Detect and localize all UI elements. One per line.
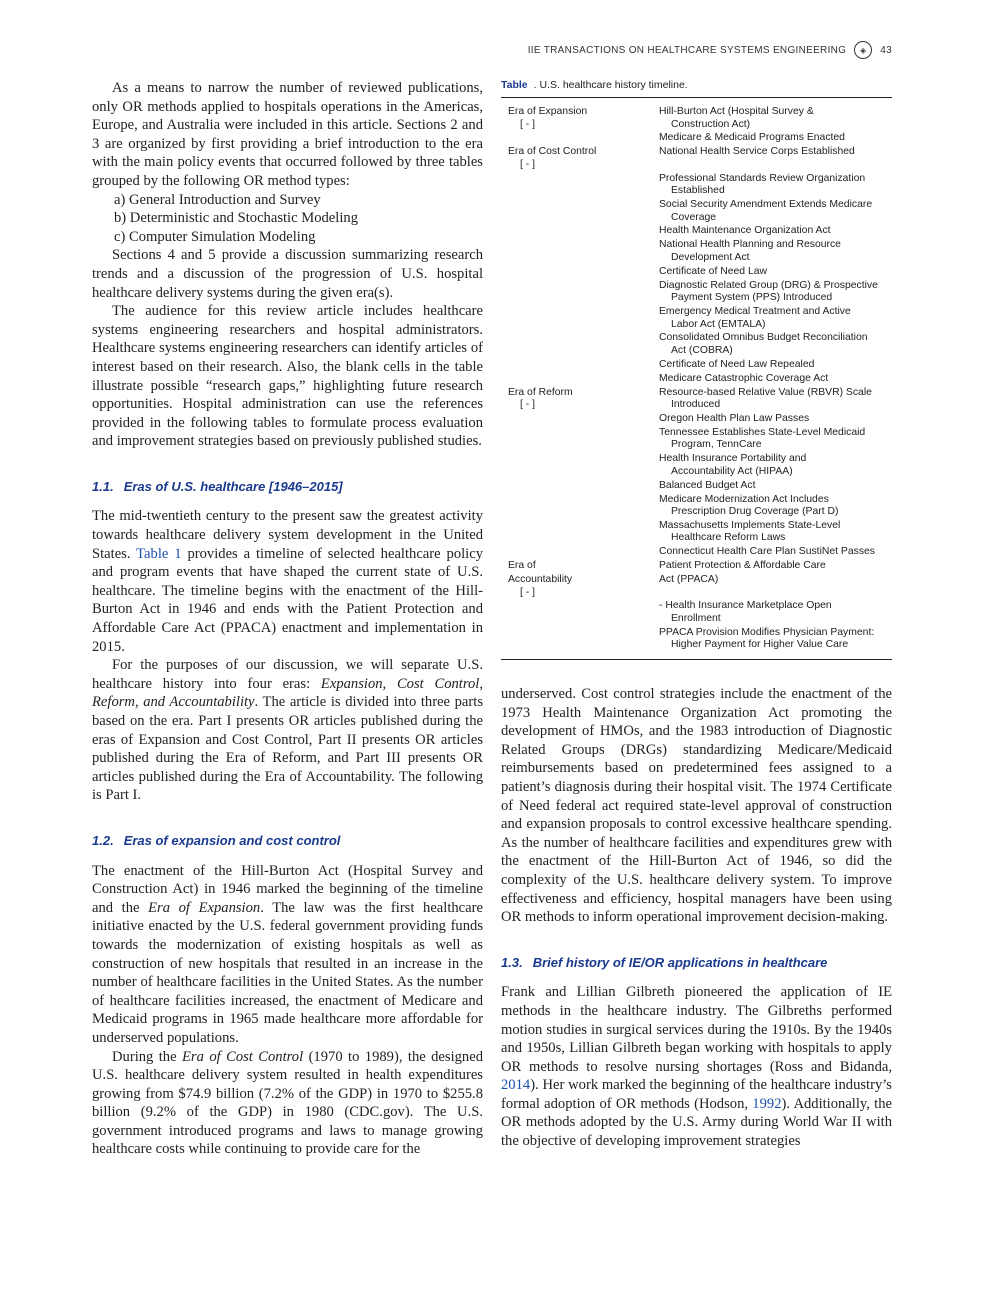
section-heading-1-2 xyxy=(92,832,483,851)
paragraph: The audience for this review article includes healthcare systems engineering researchers and hospital administrators. Healthcare systems engineering researchers can identify articles of interest based on their research. Also, the blank cells in the table illustrate possible “research gaps,” highlighting future research opportunities. Hospital administration can use the references provided in the following tables to formulate process evaluation and improvement strategies based on previously published studies. xyxy=(92,303,483,450)
table-row xyxy=(501,373,892,386)
event-cell xyxy=(659,387,892,412)
era-cell xyxy=(501,600,659,625)
paragraph xyxy=(92,862,483,1048)
era-cell xyxy=(501,494,659,519)
event-continuation: Healthcare Reform Laws xyxy=(671,532,786,544)
event-text: National Health Service Corps Established xyxy=(659,146,855,158)
table-row xyxy=(501,520,892,545)
era-name: Era of xyxy=(508,560,536,572)
era-cell xyxy=(501,306,659,331)
event-continuation: Labor Act (EMTALA) xyxy=(671,318,766,330)
event-cell xyxy=(659,627,892,652)
paragraph xyxy=(92,507,483,656)
era-name: Era of Cost Control xyxy=(508,146,597,158)
event-text: Professional Standards Review Organization xyxy=(659,172,866,184)
event-cell xyxy=(659,600,892,625)
event-continuation: Enrollment xyxy=(671,612,721,624)
event-continuation: Prescription Drug Coverage (Part D) xyxy=(671,506,839,518)
section-number: 1.1. xyxy=(92,478,114,494)
table-row xyxy=(501,199,892,224)
era-cell xyxy=(501,627,659,652)
list-item: a) General Introduction and Survey xyxy=(114,191,321,208)
section-title: Eras of U.S. healthcare [1946–2015] xyxy=(123,478,343,494)
era-name: Era of Cost Control xyxy=(182,1048,304,1065)
era-cell xyxy=(501,574,659,599)
table-row xyxy=(501,280,892,305)
event-text: Health Maintenance Organization Act xyxy=(659,225,831,237)
event-cell xyxy=(659,132,892,145)
era-cell xyxy=(501,106,659,131)
table-row xyxy=(501,173,892,198)
event-cell xyxy=(659,266,892,279)
paragraph: As a means to narrow the number of reviewed publications, only OR methods applied to hospitals operations in the Americas, Europe, and Australia were included in this article. Sections 2 and 3 are organized by first providing a brief introduction to the era with the main policy events that occurred followed by three tables grouped by the following OR method types: xyxy=(92,80,483,189)
text-run: . The article is divided into three parts based on the era. Part I presents OR articles published during the eras of Expansion and Cost Control, Part II presents OR articles published during the Era of Reform, and Part III presents OR articles published during the Era of Accountability. The following is Part I. xyxy=(92,694,483,804)
event-continuation: Established xyxy=(671,185,725,197)
era-name: Era of Reform xyxy=(508,386,573,398)
era-cell xyxy=(501,280,659,305)
event-text: PPACA Provision Modifies Physician Payment: xyxy=(659,626,875,638)
era-cell xyxy=(501,480,659,493)
event-cell xyxy=(659,546,892,559)
era-cell xyxy=(501,225,659,238)
event-text: - Health Insurance Marketplace Open xyxy=(659,600,832,612)
text-run: . The law was the first healthcare initiative enacted by the U.S. federal government providing funds towards the modernization of existing hospitals as well as construction of new hospitals that resulted in an increase in the number of healthcare facilities in the United States. As the number of healthcare facilities increased, the enactment of Medicare and Medicaid programs in 1965 made healthcare more affordable for underserved populations. xyxy=(92,899,483,1046)
table-caption-text: . U.S. healthcare history timeline. xyxy=(533,79,688,91)
event-cell xyxy=(659,413,892,426)
era-cell xyxy=(501,359,659,372)
table-row xyxy=(501,359,892,372)
event-text: National Health Planning and Resource xyxy=(659,239,841,251)
event-text: Massachusetts Implements State-Level xyxy=(659,519,841,531)
event-text: Medicare Modernization Act Includes xyxy=(659,493,829,505)
citation-link[interactable]: 2014 xyxy=(501,1077,531,1094)
era-cell xyxy=(501,373,659,386)
section-number: 1.2. xyxy=(92,832,114,848)
paragraph: underserved. Cost control strategies include the enactment of the 1973 Health Maintenance Organization Act promoting the development of HMOs, and the 1983 introduction of Diagnostic Related Groups (DRGs) standardizing Medicare/Medicaid reimbursements based on predetermined fees assigned to a patient’s diagnosis during their hospital visit. The 1974 Certificate of Need federal act required state-level approval of construction and expansion proposals to control excessive healthcare spending. As the number of healthcare facilities and expenditures grew with the enactment of the Hill-Burton Act of 1946, so did the complexity of the U.S. healthcare delivery system. To improve effectiveness and efficiency, hospital managers have been using OR methods to inform operational improvement decision-making. xyxy=(501,686,892,926)
table-row xyxy=(501,546,892,559)
era-cell xyxy=(501,453,659,478)
text-run: provides a timeline of selected healthcare policy and program events that have shaped the current state of U.S. healthcare. The timeline begins with the enactment of the Hill-Burton Act in 1946 and ends with the Patient Protection and Affordable Care Act (PPACA) enactment and implementation in 2015. xyxy=(92,545,483,655)
event-text: Social Security Amendment Extends Medicare xyxy=(659,199,873,211)
event-text: Certificate of Need Law xyxy=(659,265,768,277)
table-row xyxy=(501,453,892,478)
event-continuation: Payment System (PPS) Introduced xyxy=(671,292,833,304)
table-row xyxy=(501,239,892,264)
event-text: Patient Protection & Affordable Care xyxy=(659,560,826,572)
paragraph xyxy=(92,656,483,805)
event-cell xyxy=(659,225,892,238)
citation-link[interactable]: 1992 xyxy=(752,1095,782,1112)
right-column xyxy=(501,685,892,1151)
era-cell xyxy=(501,520,659,545)
paragraph xyxy=(501,983,892,1150)
table-row xyxy=(501,146,892,171)
text-run: For the purposes of our discussion, we will separate U.S. healthcare history into four eras: xyxy=(92,657,483,692)
event-cell xyxy=(659,480,892,493)
table-body xyxy=(501,98,892,660)
era-cell xyxy=(501,199,659,224)
event-cell xyxy=(659,520,892,545)
journal-logo-icon: ◈ xyxy=(854,41,872,59)
table-row xyxy=(501,132,892,145)
event-text: Medicare & Medicaid Programs Enacted xyxy=(659,132,845,144)
era-range: [ - ] xyxy=(520,586,536,598)
text-run: During the xyxy=(112,1048,177,1065)
era-cell xyxy=(501,546,659,559)
text-run: ). Additionally, the OR methods adopted by the U.S. Army during World War II with the objective of developing improvement strategies xyxy=(501,1095,892,1150)
table-row xyxy=(501,106,892,131)
era-cell xyxy=(501,266,659,279)
era-range: [ - ] xyxy=(520,158,536,170)
era-name: Era of Expansion xyxy=(148,899,261,916)
era-cell xyxy=(501,332,659,357)
era-cell xyxy=(501,173,659,198)
text-run: The mid-twentieth century to the present saw the greatest activity towards healthcare delivery system development in the United States. xyxy=(92,508,483,562)
list-item: c) Computer Simulation Modeling xyxy=(114,228,316,245)
event-cell xyxy=(659,306,892,331)
event-cell xyxy=(659,574,892,599)
section-title: Brief history of IE/OR applications in healthcare xyxy=(532,954,828,970)
table-caption xyxy=(501,79,892,98)
event-text: Emergency Medical Treatment and Active xyxy=(659,306,851,318)
table-row xyxy=(501,427,892,452)
table-row xyxy=(501,387,892,412)
table-row xyxy=(501,332,892,357)
timeline-table xyxy=(501,79,892,660)
table-row xyxy=(501,480,892,493)
paragraph xyxy=(92,1048,483,1160)
table-row xyxy=(501,225,892,238)
event-text: Hill-Burton Act (Hospital Survey & xyxy=(659,106,814,117)
event-text: Medicare Catastrophic Coverage Act xyxy=(659,372,829,384)
era-names: Expansion, Cost Control, Reform, and Accountability xyxy=(92,675,484,711)
running-header xyxy=(528,41,892,59)
event-cell xyxy=(659,560,892,573)
list-item: b) Deterministic and Stochastic Modeling xyxy=(114,210,358,227)
era-cell xyxy=(501,560,659,573)
event-cell xyxy=(659,359,892,372)
event-cell xyxy=(659,106,892,131)
event-cell xyxy=(659,453,892,478)
text-run: The enactment of the Hill-Burton Act (Hospital Survey and Construction Act) in 1946 marked the beginning of the timeline and the xyxy=(92,862,483,916)
table-row xyxy=(501,574,892,599)
event-continuation: Accountability Act (HIPAA) xyxy=(671,465,793,477)
era-range: [ - ] xyxy=(520,118,536,130)
event-text: Connecticut Health Care Plan SustiNet Passes xyxy=(659,546,876,558)
event-cell xyxy=(659,280,892,305)
table-label: Table xyxy=(501,79,528,91)
table-row xyxy=(501,494,892,519)
table-row xyxy=(501,600,892,625)
table-row xyxy=(501,560,892,573)
event-continuation: Construction Act) xyxy=(671,118,751,130)
text-run: ). Her work marked the beginning of the healthcare industry’s formal adoption of OR methods (Hodson, xyxy=(501,1077,892,1112)
page-number: 43 xyxy=(880,44,892,56)
table-row xyxy=(501,266,892,279)
event-text: Tennessee Establishes State-Level Medicaid xyxy=(659,426,866,438)
era-range: [ - ] xyxy=(520,399,536,411)
table-row xyxy=(501,306,892,331)
event-text: Act (PPACA) xyxy=(659,574,719,586)
section-title: Eras of expansion and cost control xyxy=(123,832,341,848)
event-text: Resource-based Relative Value (RBVR) Scale xyxy=(659,386,872,398)
method-types-list xyxy=(92,191,483,247)
event-cell xyxy=(659,239,892,264)
event-continuation: Higher Payment for Higher Value Care xyxy=(671,639,849,651)
event-text: Certificate of Need Law Repealed xyxy=(659,358,815,370)
table-row xyxy=(501,627,892,652)
event-cell xyxy=(659,146,892,171)
event-continuation: Introduced xyxy=(671,399,721,411)
section-heading-1-3 xyxy=(501,954,892,973)
event-text: Balanced Budget Act xyxy=(659,479,756,491)
era-name: Accountability xyxy=(508,574,573,586)
section-number: 1.3. xyxy=(501,954,523,970)
event-text: Health Insurance Portability and xyxy=(659,453,807,465)
event-cell xyxy=(659,427,892,452)
paragraph: Sections 4 and 5 provide a discussion summarizing research trends and a discussion of the progression of U.S. hospital healthcare delivery systems during the given era(s). xyxy=(92,247,483,301)
text-run: Frank and Lillian Gilbreth pioneered the application of IE methods in the healthcare industry. The Gilbreths performed motion studies in surgical services during the 1910s. By the 1940s and 1950s, Lillian Gilbreth began working with hospitals to apply OR methods to resolve nursing shortages (Ross and Bidanda, xyxy=(501,984,892,1075)
era-name: Era of Expansion xyxy=(508,106,588,117)
era-cell xyxy=(501,239,659,264)
event-continuation: Development Act xyxy=(671,251,750,263)
event-text: Diagnostic Related Group (DRG) & Prospective xyxy=(659,279,878,291)
event-cell xyxy=(659,373,892,386)
event-continuation: Act (COBRA) xyxy=(671,344,733,356)
era-cell xyxy=(501,146,659,171)
event-text: Consolidated Omnibus Budget Reconciliation xyxy=(659,332,868,344)
era-cell xyxy=(501,427,659,452)
era-cell xyxy=(501,413,659,426)
event-cell xyxy=(659,199,892,224)
event-continuation: Coverage xyxy=(671,211,717,223)
left-column xyxy=(92,79,483,1159)
text-run: (1970 to 1989), the designed U.S. healthcare delivery system resulted in health expenditures growing from $74.9 billion (7.2% of the GDP) in 1970 to $255.8 billion (9.2% of the GDP) in 1980 (CDC.gov). The U.S. government introduced programs and laws to manage growing healthcare costs while continuing to provide care for the xyxy=(92,1048,484,1158)
section-heading-1-1 xyxy=(92,478,483,497)
event-text: Oregon Health Plan Law Passes xyxy=(659,412,810,424)
table-row xyxy=(501,413,892,426)
event-continuation: Program, TennCare xyxy=(671,439,762,451)
event-cell xyxy=(659,494,892,519)
era-cell xyxy=(501,132,659,145)
journal-name: IIE TRANSACTIONS ON HEALTHCARE SYSTEMS ENGINEERING xyxy=(527,44,847,56)
era-cell xyxy=(501,387,659,412)
table-1-link[interactable]: Table 1 xyxy=(136,545,182,562)
event-cell xyxy=(659,173,892,198)
event-cell xyxy=(659,332,892,357)
